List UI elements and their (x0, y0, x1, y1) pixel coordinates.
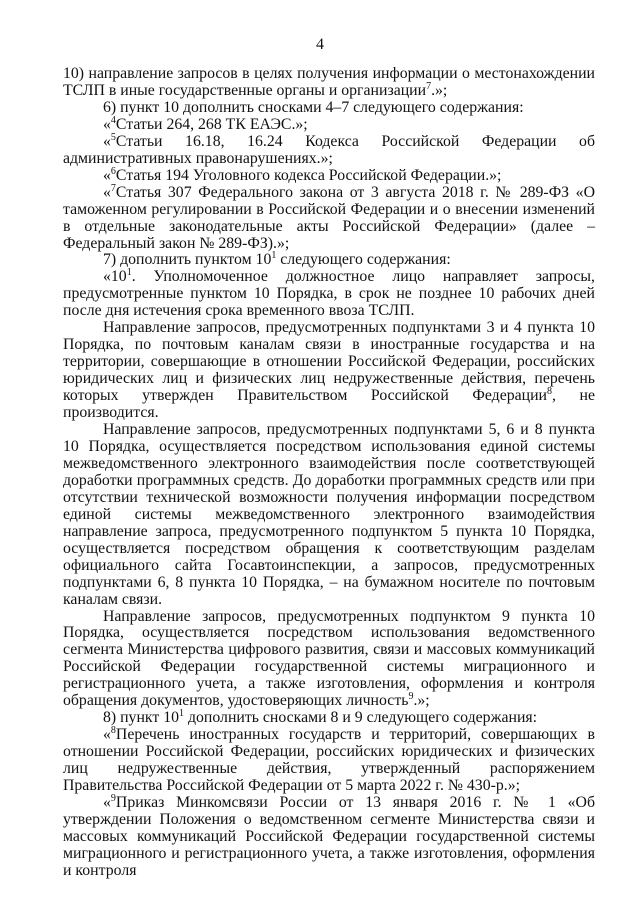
paragraph: 8) пункт $10^1$ дополнить сносками 8 и 9 следующего содержания: (103, 708, 538, 727)
footnote-text: «$^7$Статья 307 Федерального закона от 3 августа 2018 г. № 289-ФЗ «О таможенном регулировании в Российской Федерации и о внесении изменений в отдельные законодательные акты Российской Федерации» (далее – Федеральный закон № 289-ФЗ).»; (63, 182, 595, 252)
paragraph: Направление запросов, предусмотренных подпунктами 5, 6 и 8 пункта 10 Порядка, осуществляется посредством использования единой системы межведомственного электронного взаимодействия после соответствующей доработки программных средств. До доработки программных средств или при отсутствии технической возможности получения информации посредством единой системы межведомственного электронного взаимодействия направление запроса, предусмотренного подпунктом 5 пункта 10 Порядка, осуществляется посредством обращения к соответствующим разделам официального сайта Госавтоинспекции, а запросов, предусмотренных подпунктами 6, 8 пункта 10 Порядка, – на бумажном носителе по почтовым каналам связи. (63, 421, 595, 608)
paragraph: 7) дополнить пунктом $10^1$ следующего содержания: (103, 250, 451, 269)
paragraph: Направление запросов, предусмотренных подпунктом 9 пункта 10 Порядка, осуществляется посредством использования ведомственного сегмента Министерства цифрового развития, связи и массовых коммуникаций Российской Федерации государственной системы миграционного и регистрационного учета, а также изготовления, оформления и контроля обращения документов, удостоверяющих личность$^9$.»; (63, 607, 595, 710)
footnote-text: «$^9$Приказ Минкомсвязи России от 13 января 2016 г. № 1 «Об утверждении Положения о ведомственном сегменте Министерства связи и массовых коммуникаций Российской Федерации государственной системы миграционного и регистрационного учета, а также изготовления, оформления и контроля (63, 792, 595, 879)
document-body (63, 66, 595, 880)
footnote-text: «$^6$Статья 194 Уголовного кодекса Российской Федерации.»; (103, 165, 502, 184)
paragraph: 6) пункт 10 дополнить сносками 4–7 следующего содержания: (103, 98, 524, 116)
page-number: 4 (316, 36, 324, 53)
paragraph: Направление запросов, предусмотренных подпунктами 3 и 4 пункта 10 Порядка, по почтовым каналам связи в иностранные государства и на территории, совершающие в отношении Российской Федерации, российских юридических лиц и физических лиц недружественные действия, перечень которых утвержден Правительством Российской Федерации$^8$, не производится. (63, 319, 595, 422)
paragraph: 10) направление запросов в целях получения информации о местонахождении ТСЛП в иные государственные органы и организации$^7$.»; (63, 65, 595, 99)
paragraph: «$10^1$. Уполномоченное должностное лицо направляет запросы, предусмотренные пунктом 10 Порядка, в срок не позднее 10 рабочих дней после дня истечения срока временного ввоза ТСЛП. (63, 267, 595, 320)
footnote-text: «$^5$Статьи 16.18, 16.24 Кодекса Российской Федерации об административных правонарушениях.»; (63, 131, 595, 167)
footnote-text: «$^4$Статьи 264, 268 ТК ЕАЭС.»; (103, 114, 308, 133)
footnote-text: «$^8$Перечень иностранных государств и территорий, совершающих в отношении Российской Федерации, российских юридических и физических лиц недружественные действия, утвержденный распоряжением Правительства Российской Федерации от 5 марта 2022 г. № 430-р.»; (63, 725, 595, 795)
